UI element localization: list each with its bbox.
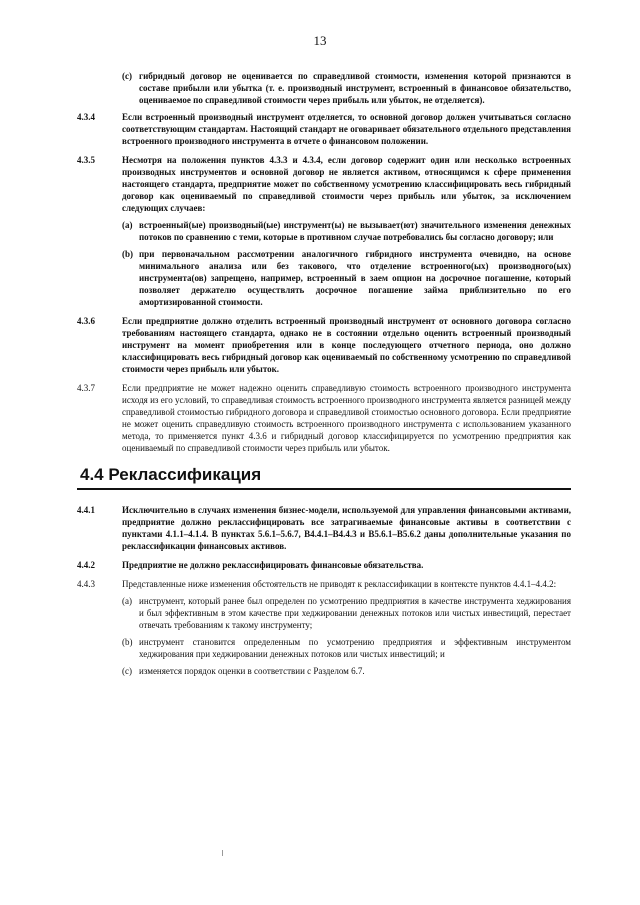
list-item-c bbox=[122, 665, 571, 677]
scan-mark bbox=[222, 850, 223, 856]
paragraph-text: Несмотря на положения пунктов 4.3.3 и 4.3.4, если договор содержит один или несколько встроенных производных инструментов и основной договор не является активом, относящимся к сфере применения настоящего стандарта, предприятие может по собственному усмотрению классифицировать весь гибридный договор как оцениваемый по справедливой стоимости через прибыль или убыток, за исключением следующих случаев: bbox=[122, 155, 571, 213]
list-item-a bbox=[122, 595, 571, 631]
paragraph-number: 4.3.4 bbox=[77, 112, 95, 122]
list-item-c bbox=[122, 70, 571, 106]
list-label: (a) bbox=[122, 220, 133, 230]
list-item-a bbox=[122, 219, 571, 243]
list-label: (c) bbox=[122, 71, 132, 81]
paragraph-4-4-3 bbox=[77, 578, 571, 677]
heading-rule bbox=[77, 488, 571, 490]
list-label: (c) bbox=[122, 666, 132, 676]
paragraph-number: 4.3.5 bbox=[77, 155, 95, 165]
paragraph-text: Если предприятие не может надежно оценить справедливую стоимость встроенного производного инструмента исходя из его условий, то справедливая стоимость встроенного производного инструмента является разницей между справедливой стоимостью гибридного договора и справедливой стоимостью основного договора. Если предприятие не может оценить справедливую стоимость встроенного производного инструмента с использованием указанного метода, то применяется пункт 4.3.6 и гибридный договор классифицируется по усмотрению предприятия как оцениваемый по справедливой стоимости через прибыль или убыток. bbox=[122, 383, 571, 453]
paragraph-4-4-1 bbox=[77, 504, 571, 552]
section-heading: 4.4 Реклассификация bbox=[80, 465, 262, 484]
paragraph-4-3-7 bbox=[77, 382, 571, 454]
list-label: (b) bbox=[122, 249, 133, 259]
paragraph-text: Представленные ниже изменения обстоятельств не приводят к реклассификации в контексте пунктов 4.4.1–4.4.2: bbox=[122, 579, 557, 589]
list-label: (a) bbox=[122, 596, 132, 606]
list-item-b bbox=[122, 636, 571, 660]
paragraph-4-4-2 bbox=[77, 559, 571, 571]
list-text: инструмент, который ранее был определен по усмотрению предприятия в качестве инструмента хеджирования и был эффективным в этом качестве при хеджировании денежных потоков или чистых инвестиций, перестает отвечать требованиям к такому инструменту; bbox=[139, 596, 571, 630]
paragraph-number: 4.4.1 bbox=[77, 505, 95, 515]
paragraph-4-3-4 bbox=[77, 111, 571, 147]
paragraph-text: Исключительно в случаях изменения бизнес-модели, используемой для управления финансовыми активами, предприятие должно реклассифицировать все затрагиваемые финансовые активы в соответствии с пунктами 4.1.1–4.1.4. В пунктах 5.6.1–5.6.7, B4.4.1–B4.4.3 и B5.6.1–B5.6.2 даны дополнительные указания по реклассификации финансовых активов. bbox=[122, 505, 571, 551]
list-text: изменяется порядок оценки в соответствии с Разделом 6.7. bbox=[139, 666, 365, 676]
paragraph-number: 4.3.6 bbox=[77, 316, 95, 326]
list-text: гибридный договор не оценивается по справедливой стоимости, изменения которой признаются в составе прибыли или убытка (т. е. производный инструмент, встроенный в финансовое обязательство, оцениваемое по справедливой стоимости через прибыль или убыток, не отделяется). bbox=[139, 71, 571, 105]
paragraph-number: 4.4.3 bbox=[77, 579, 95, 589]
paragraph-4-3-5 bbox=[77, 154, 571, 308]
list-text: встроенный(ые) производный(ые) инструмент(ы) не вызывает(ют) значительного изменения денежных потоков по сравнению с теми, которые в противном случае потребовались бы согласно договору; или bbox=[139, 220, 571, 242]
list-text: инструмент становится определенным по усмотрению предприятия и эффективным инструментом хеджирования при хеджировании денежных потоков или чистых инвестиций; и bbox=[139, 637, 571, 659]
paragraph-text: Если предприятие должно отделить встроенный производный инструмент от основного договора согласно требованиям настоящего стандарта, однако не в состоянии отдельно оценить встроенный производный инструмент на момент приобретения или в конце последующего отчетного периода, оно должно классифицировать весь гибридный договор как оцениваемый по собственному усмотрению по справедливой стоимости через прибыль или убыток. bbox=[122, 316, 571, 374]
list-label: (b) bbox=[122, 637, 133, 647]
paragraph-text: Если встроенный производный инструмент отделяется, то основной договор должен учитываться согласно соответствующим стандартам. Настоящий стандарт не оговаривает обязательного отдельного представления встроенного производного инструмента в отчете о финансовом положении. bbox=[122, 112, 571, 146]
page-number: 13 bbox=[313, 33, 327, 48]
paragraph-4-3-6 bbox=[77, 315, 571, 375]
document-body bbox=[77, 70, 571, 684]
list-text: при первоначальном рассмотрении аналогичного гибридного инструмента очевидно, на основе минимального анализа или без такового, что отделение встроенного(ых) производного(ых) инструмента(ов) запрещено, например, встроенный в заем опцион на досрочное погашение, который позволяет держателю осуществлять досрочное погашение займа приблизительно по его амортизированной стоимости. bbox=[139, 249, 571, 307]
paragraph-number: 4.4.2 bbox=[77, 560, 95, 570]
paragraph-text: Предприятие не должно реклассифицировать финансовые обязательства. bbox=[122, 560, 424, 570]
list-item-b bbox=[122, 248, 571, 308]
paragraph-number: 4.3.7 bbox=[77, 383, 95, 393]
